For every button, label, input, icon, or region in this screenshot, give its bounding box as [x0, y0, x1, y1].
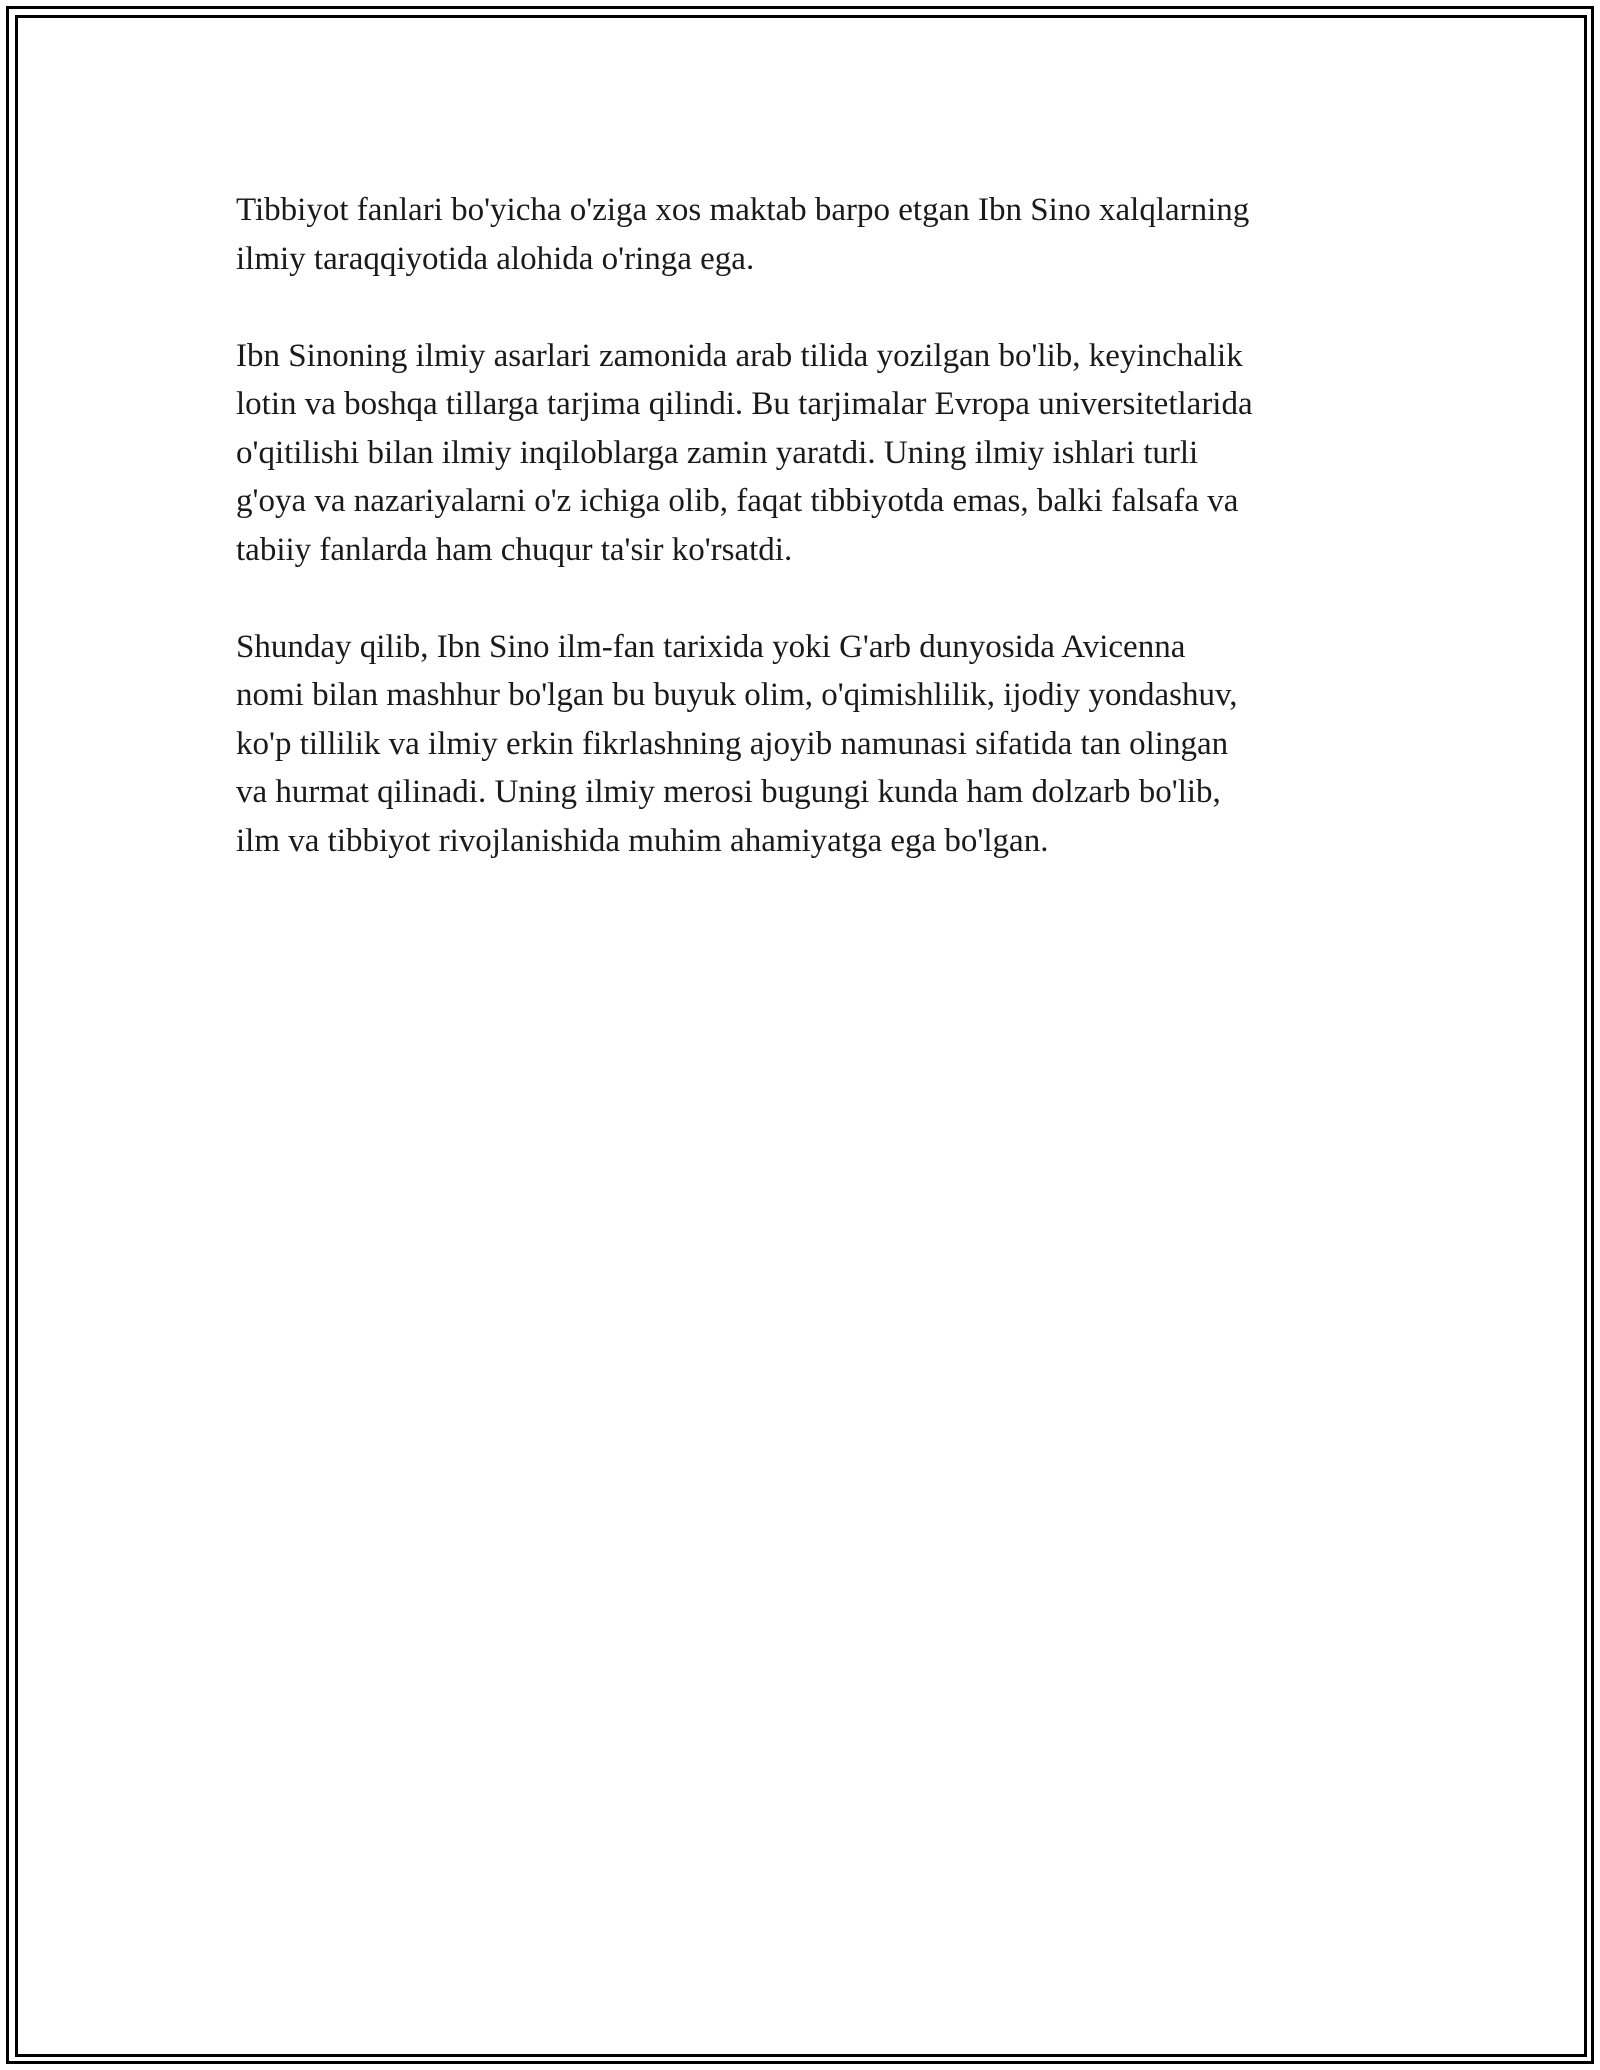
paragraph-2	[236, 332, 1376, 575]
text-line: ilm va tibbiyot rivojlanishida muhim ahamiyatga ega bo'lgan.	[236, 822, 1049, 859]
text-line: va hurmat qilinadi. Uning ilmiy merosi bugungi kunda ham dolzarb bo'lib,	[236, 774, 1221, 810]
text-line: Ibn Sinoning ilmiy asarlari zamonida arab tilida yozilgan bo'lib, keyinchalik	[236, 337, 1243, 374]
text-line: Shunday qilib, Ibn Sino ilm-fan tarixida yoki G'arb dunyosida Avicenna	[236, 628, 1186, 665]
text-line: nomi bilan mashhur bo'lgan bu buyuk olim, o'qimishlilik, ijodiy yondashuv,	[236, 677, 1238, 713]
text-line: Tibbiyot fanlari bo'yicha o'ziga xos maktab barpo etgan Ibn Sino xalqlarning	[236, 192, 1250, 228]
text-line: g'oya va nazariyalarni o'z ichiga olib, faqat tibbiyotda emas, balki falsafa va	[236, 483, 1239, 519]
text-line: ilmiy taraqqiyotida alohida o'ringa ega.	[236, 240, 755, 277]
document-body	[236, 186, 1376, 914]
text-line: ko'p tillilik va ilmiy erkin fikrlashning ajoyib namunasi sifatida tan olingan	[236, 725, 1229, 762]
paragraph-1	[236, 186, 1376, 283]
text-line: lotin va boshqa tillarga tarjima qilindi. Bu tarjimalar Evropa universitetlarida	[236, 386, 1253, 422]
paragraph-3	[236, 623, 1376, 866]
text-line: tabiiy fanlarda ham chuqur ta'sir ko'rsatdi.	[236, 531, 793, 568]
text-line: o'qitilishi bilan ilmiy inqiloblarga zamin yaratdi. Uning ilmiy ishlari turli	[236, 434, 1199, 471]
